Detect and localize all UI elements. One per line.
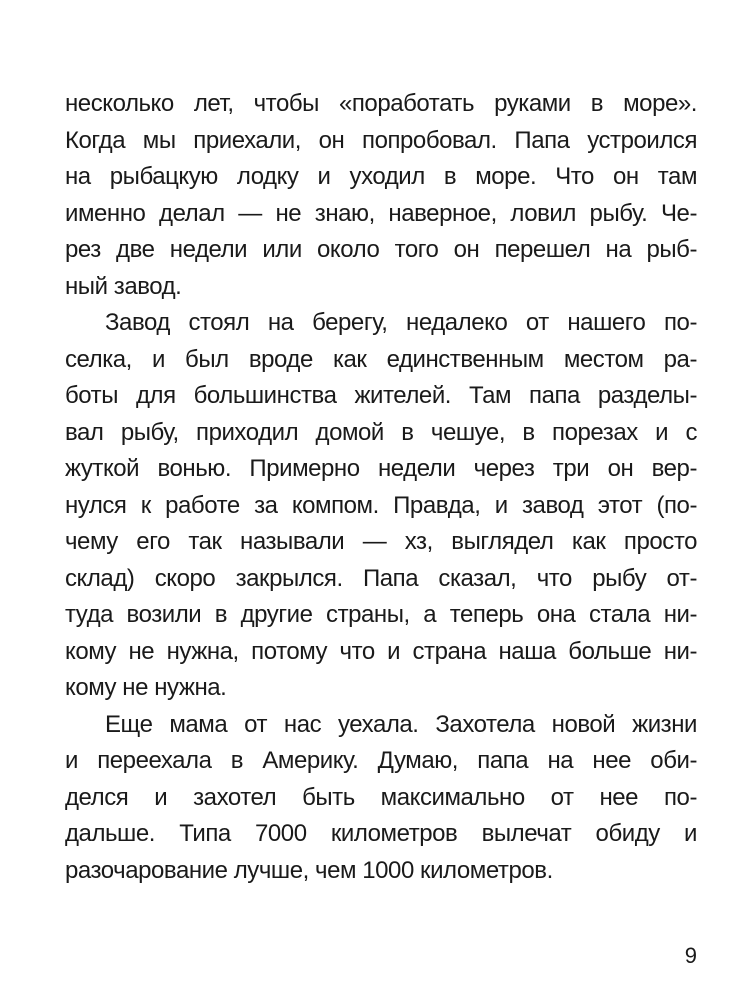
text-line: дальше. Типа 7000 километров вылечат обиду и: [65, 820, 697, 847]
text-line: нулся к работе за компом. Правда, и завод этот (по-: [65, 491, 697, 519]
text-line: жуткой вонью. Примерно недели через три он вер-: [65, 455, 697, 482]
text-line: несколько лет, чтобы «поработать руками в море».: [65, 90, 697, 117]
text-line: чему его так называли — хз, выглядел как просто: [65, 528, 697, 555]
text-line: именно делал — не знаю, наверное, ловил рыбу. Че-: [65, 199, 697, 227]
text-line: кому не нужна, потому что и страна наша больше ни-: [65, 637, 697, 665]
text-line: разочарование лучше, чем 1000 километров.: [65, 856, 553, 884]
text-line: Еще мама от нас уехала. Захотела новой жизни: [105, 710, 697, 738]
text-line: делся и захотел быть максимально от нее по-: [65, 783, 697, 811]
page-number: 9: [684, 943, 697, 968]
text-line: на рыбацкую лодку и уходил в море. Что он там: [65, 163, 697, 190]
text-line: кому не нужна.: [65, 674, 227, 701]
text-line: рез две недели или около того он перешел на рыб-: [65, 236, 697, 263]
text-line: туда возили в другие страны, а теперь она стала ни-: [65, 601, 697, 628]
text-line: вал рыбу, приходил домой в чешуе, в порезах и с: [65, 418, 697, 446]
text-line: Когда мы приехали, он попробовал. Папа устроился: [65, 126, 697, 154]
body-text: [65, 86, 697, 889]
text-line: селка, и был вроде как единственным местом ра-: [65, 345, 697, 373]
text-line: склад) скоро закрылся. Папа сказал, что рыбу от-: [65, 564, 697, 592]
text-line: боты для большинства жителей. Там папа разделы-: [65, 382, 697, 409]
text-line: Завод стоял на берегу, недалеко от нашего по-: [105, 309, 697, 336]
text-line: ный завод.: [65, 272, 182, 300]
text-line: и переехала в Америку. Думаю, папа на нее оби-: [65, 747, 697, 774]
